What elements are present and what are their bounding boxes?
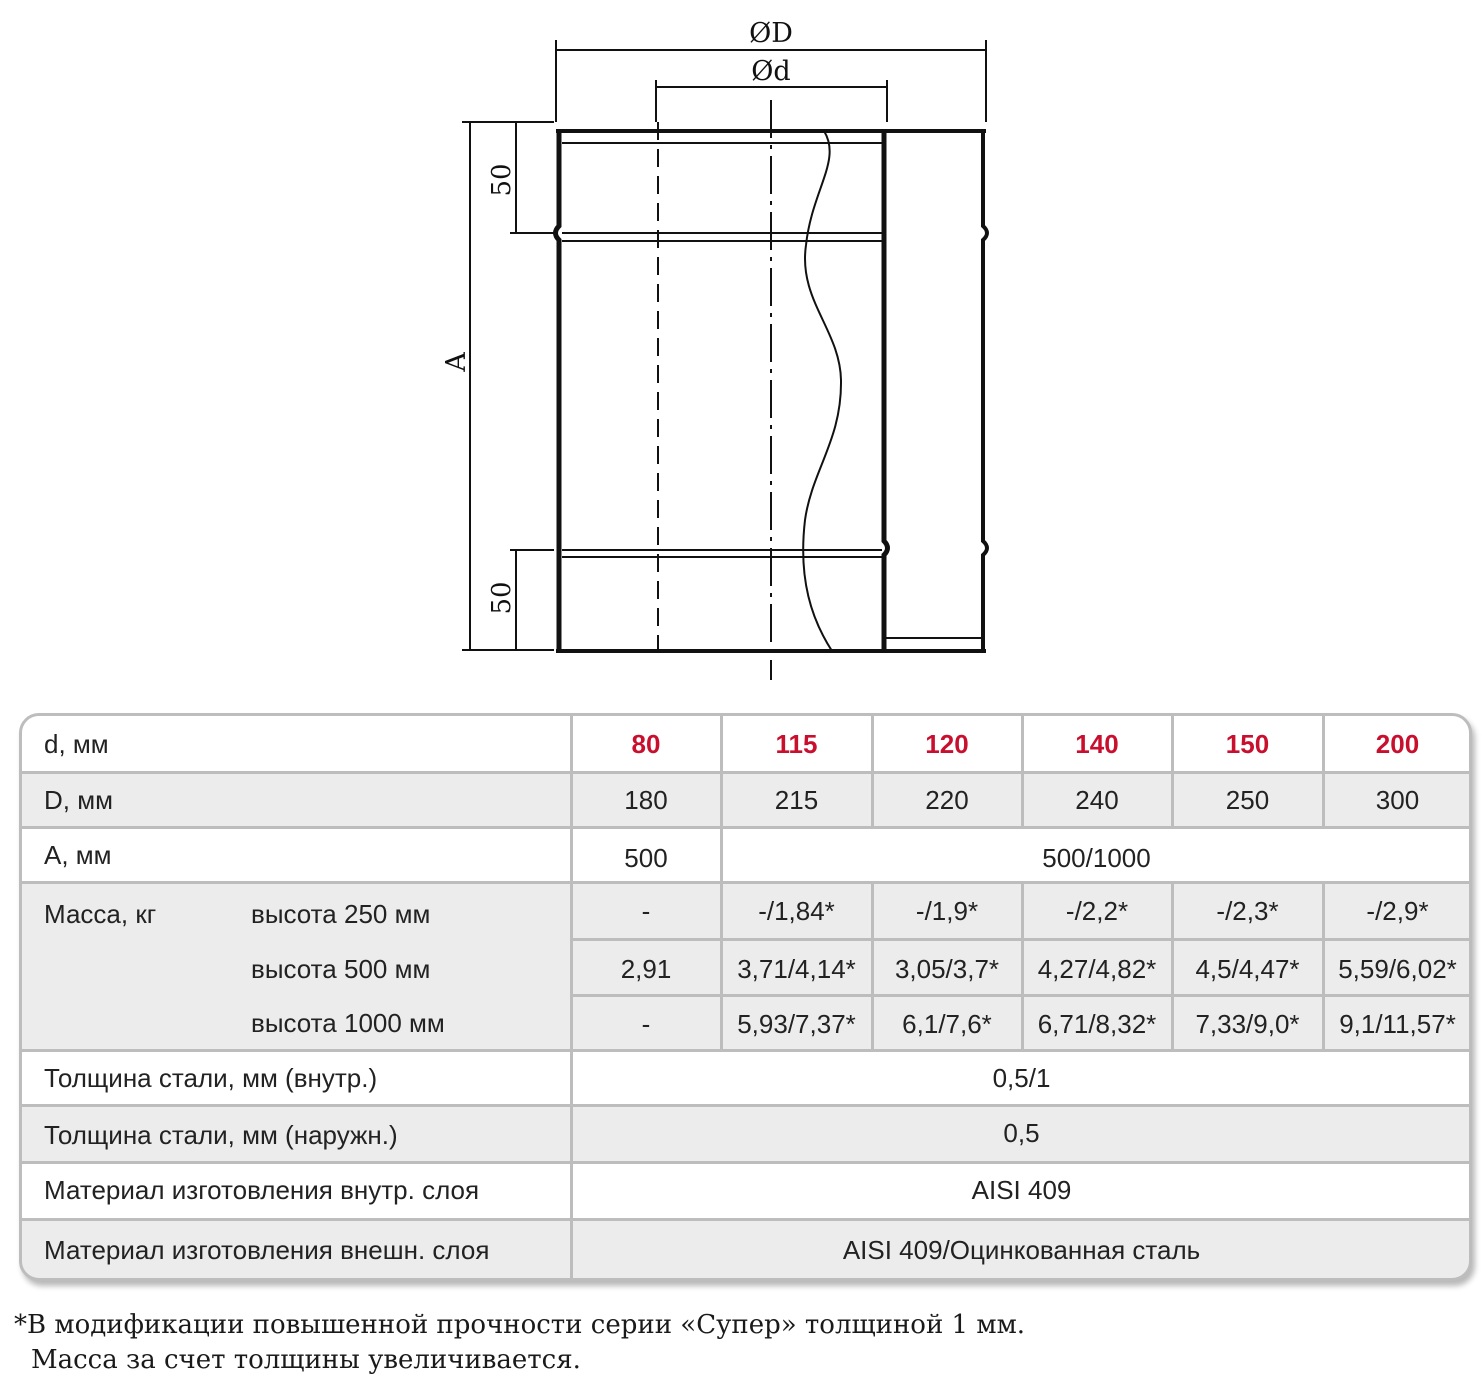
- mass-value: 2,91: [620, 954, 672, 984]
- col-divider: [871, 881, 874, 1051]
- material-inner-value: AISI 409: [971, 1175, 1072, 1205]
- row-divider: [22, 1218, 1469, 1221]
- row-label-outer-d: D, мм: [44, 785, 113, 815]
- d-value: 115: [775, 729, 818, 759]
- mass-value: 5,59/6,02*: [1338, 954, 1457, 984]
- row-divider: [22, 1104, 1469, 1107]
- dimension-length: [462, 122, 554, 650]
- outer-d-value: 180: [624, 785, 668, 815]
- col-divider: [871, 716, 874, 828]
- mass-value: 9,1/11,57*: [1339, 1009, 1456, 1039]
- row-label-material-outer: Материал изготовления внешн. слоя: [44, 1234, 490, 1265]
- outer-d-value: 215: [774, 785, 819, 815]
- material-outer-value: AISI 409/Оцинкованная сталь: [842, 1234, 1201, 1265]
- row-divider: [570, 938, 1469, 941]
- mass-value: 7,33/9,0*: [1195, 1009, 1300, 1039]
- spec-table: [19, 713, 1472, 1281]
- d-value: 80: [631, 729, 661, 759]
- mass-value: -: [641, 896, 651, 926]
- mass-value: 3,05/3,7*: [894, 954, 1000, 984]
- mass-value: 6,71/8,32*: [1037, 1009, 1157, 1039]
- outer-d-value: 250: [1225, 785, 1270, 815]
- row-label-material-inner: Материал изготовления внутр. слоя: [44, 1175, 480, 1205]
- mass-value: 5,93/7,37*: [737, 1009, 856, 1039]
- outer-d-value: 220: [925, 785, 969, 815]
- col-divider: [720, 716, 723, 1051]
- col-divider: [570, 716, 573, 1281]
- dim-inner-diameter-label: Ød: [751, 56, 791, 87]
- break-line: [803, 131, 841, 651]
- dim-outer-diameter-label: ØD: [749, 18, 793, 49]
- mass-value: -/1,84*: [758, 896, 835, 926]
- mass-value: -/2,2*: [1065, 896, 1129, 926]
- mass-sub-label: высота 1000 мм: [251, 1008, 445, 1038]
- col-divider: [1322, 716, 1325, 828]
- col-divider: [1322, 881, 1325, 1051]
- row-divider: [22, 771, 1469, 774]
- dim-bottom-socket-label: 50: [487, 581, 517, 615]
- footnote: [14, 1308, 1025, 1378]
- outer-d-value: 240: [1075, 785, 1119, 815]
- mass-value: -/2,9*: [1366, 896, 1429, 926]
- row-label-a: A, мм: [44, 840, 112, 870]
- mass-sub-label: высота 500 мм: [251, 954, 431, 984]
- steel-inner-value: 0,5/1: [992, 1063, 1051, 1093]
- col-divider: [1021, 881, 1024, 1051]
- row-label-steel-outer: Толщина стали, мм (наружн.): [44, 1120, 398, 1150]
- mass-value: -/2,3*: [1216, 896, 1279, 926]
- mass-value: -/1,9*: [915, 896, 979, 926]
- col-divider: [1171, 716, 1174, 828]
- a-value-rest: 500/1000: [1042, 843, 1151, 873]
- row-divider: [22, 881, 1469, 884]
- footnote-line-1: *В модификации повышенной прочности серии «Супер» толщиной 1 мм.: [14, 1310, 1026, 1340]
- row-divider: [22, 1161, 1469, 1164]
- d-value: 200: [1375, 729, 1420, 759]
- dim-length-label: A: [441, 352, 472, 372]
- row-label-steel-inner: Толщина стали, мм (внутр.): [44, 1063, 378, 1093]
- d-value: 120: [925, 729, 969, 759]
- row-divider: [22, 826, 1469, 829]
- col-divider: [1171, 881, 1174, 1051]
- mass-value: -: [641, 1009, 651, 1039]
- mass-value: 4,5/4,47*: [1195, 954, 1300, 984]
- dim-top-socket-label: 50: [487, 163, 517, 197]
- row-divider: [22, 1049, 1469, 1052]
- mass-value: 4,27/4,82*: [1037, 954, 1157, 984]
- a-value-first: 500: [624, 843, 668, 873]
- steel-outer-value: 0,5: [1003, 1118, 1040, 1148]
- d-value: 150: [1225, 729, 1270, 759]
- mass-value: 3,71/4,14*: [737, 954, 856, 984]
- mass-value: 6,1/7,6*: [902, 1009, 992, 1039]
- row-label-mass: Масса, кг: [44, 899, 157, 929]
- row-label-d: d, мм: [44, 729, 109, 759]
- footnote-line-2: Масса за счет толщины увеличивается.: [31, 1345, 581, 1375]
- d-value: 140: [1075, 729, 1119, 759]
- outer-d-value: 300: [1375, 785, 1420, 815]
- row-divider: [570, 994, 1469, 997]
- col-divider: [1021, 716, 1024, 828]
- mass-sub-label: высота 250 мм: [251, 899, 431, 929]
